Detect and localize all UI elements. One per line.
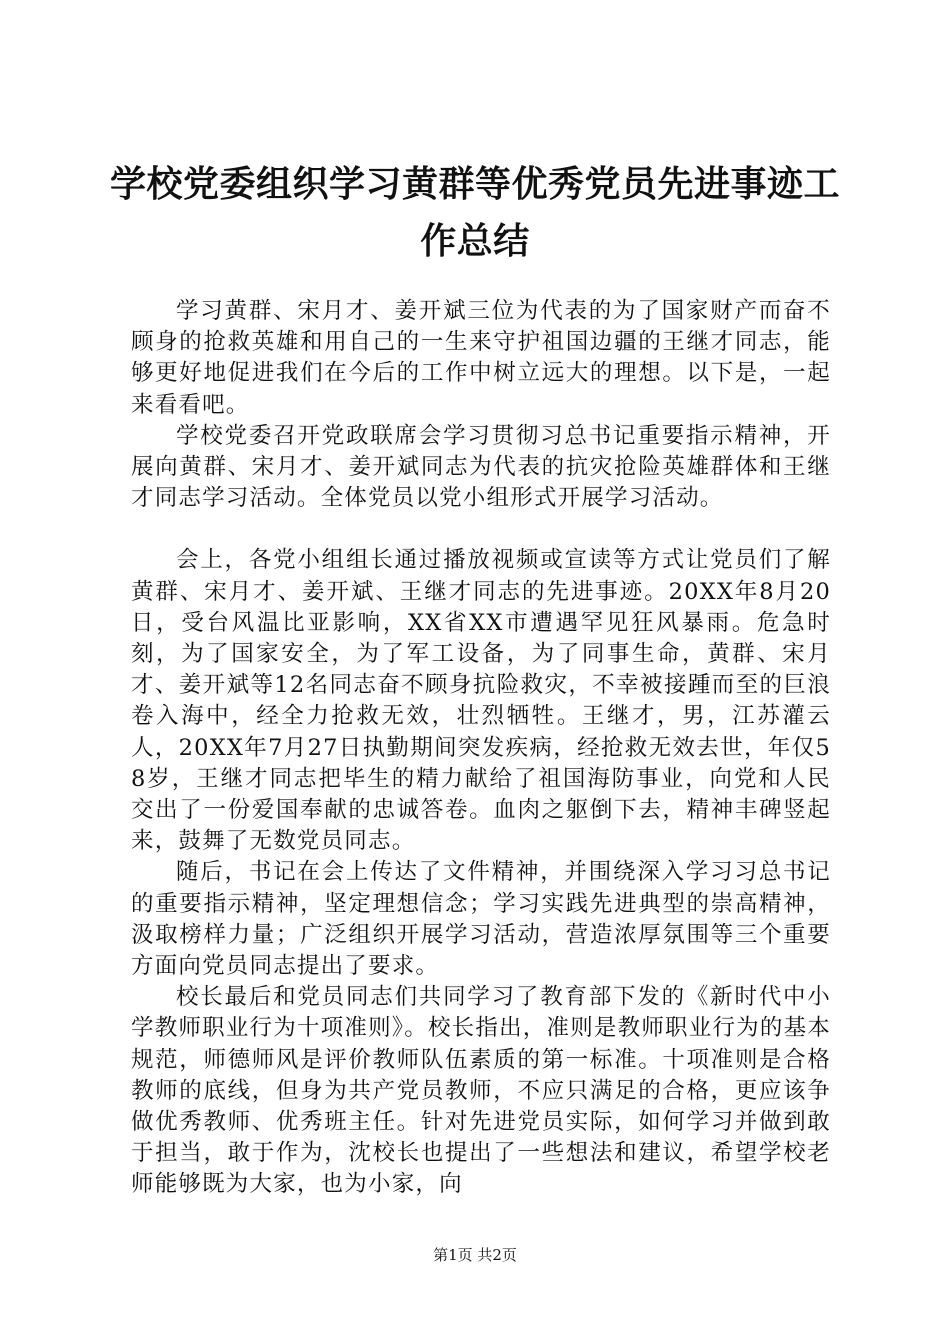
- paragraph-deeds: 会上，各党小组组长通过播放视频或宣读等方式让党员们了解黄群、宋月才、姜开斌、王继才同志的先进事迹。20XX年8月20日，受台风温比亚影响，XX省XX市遭遇罕见狂风暴雨。危急时刻，为了国家安全，为了军工设备，为了同事生命，黄群、宋月才、姜开斌等12名同志奋不顾身抗险救灾，不幸被接踵而至的巨浪卷入海中，经全力抢救无效，壮烈牺牲。王继才，男，江苏灌云人，20XX年7月27日执勤期间突发疾病，经抢救无效去世，年仅58岁，王继才同志把毕生的精力献给了祖国海防事业，向党和人民交出了一份爱国奉献的忠诚答卷。血肉之躯倒下去，精神丰碑竖起来，鼓舞了无数党员同志。: [131, 547, 831, 855]
- document-title-line-2: 作总结: [420, 221, 530, 262]
- page-number-footer: 第1页 共2页: [433, 1246, 517, 1264]
- paragraph-meeting: 学校党委召开党政联席会学习贯彻习总书记重要指示精神，开展向黄群、宋月才、姜开斌同志为代表的抗灾抢险英雄群体和王继才同志学习活动。全体党员以党小组形式开展学习活动。: [131, 422, 831, 512]
- document-body: [131, 296, 831, 1201]
- document-title-line-1: 学校党委组织学习黄群等优秀党员先进事迹工: [110, 164, 841, 205]
- paragraph-requirements: 随后，书记在会上传达了文件精神，并围绕深入学习习总书记的重要指示精神，坚定理想信念；学习实践先进典型的崇高精神，汲取榜样力量；广泛组织开展学习活动，营造浓厚氛围等三个重要方面向党员同志提出了要求。: [131, 859, 831, 980]
- paragraph-intro: 学习黄群、宋月才、姜开斌三位为代表的为了国家财产而奋不顾身的抢救英雄和用自己的一生来守护祖国边疆的王继才同志，能够更好地促进我们在今后的工作中树立远大的理想。以下是，一起来看看吧。: [131, 298, 831, 418]
- paragraph-principal: 校长最后和党员同志们共同学习了教育部下发的《新时代中小学教师职业行为十项准则》。校长指出，准则是教师职业行为的基本规范，师德师风是评价教师队伍素质的第一标准。十项准则是合格教师的底线，但身为共产党员教师，不应只满足的合格，更应该争做优秀教师、优秀班主任。针对先进党员实际，如何学习并做到敢于担当，敢于作为，沈校长也提出了一些想法和建议，希望学校老师能够既为大家，也为小家，向: [131, 984, 831, 1198]
- paragraph-gap: [131, 514, 831, 545]
